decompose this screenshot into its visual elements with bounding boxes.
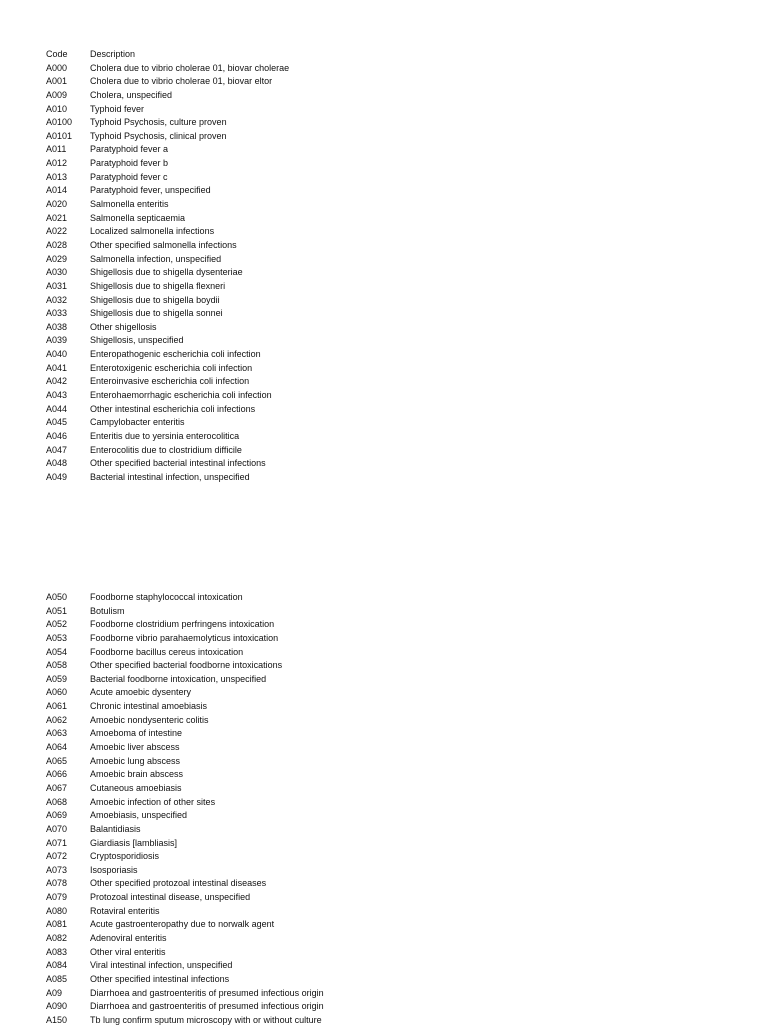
table-row [46,782,746,796]
description-cell: Diarrhoea and gastroenteritis of presumed infectious origin [90,1001,324,1012]
description-cell: Chronic intestinal amoebiasis [90,701,208,712]
description-cell: Adenoviral enteritis [90,933,167,944]
description-cell: Paratyphoid fever b [90,158,169,169]
table-row [46,877,746,891]
code-cell: A041 [46,362,68,373]
code-cell: A083 [46,946,68,957]
description-cell: Bacterial foodborne intoxication, unspecified [90,673,267,684]
table-row [46,116,746,130]
table-row [46,266,746,280]
table-row [46,348,746,362]
table-row [46,727,746,741]
description-cell: Cryptosporidiosis [90,851,160,862]
code-cell: A040 [46,349,68,360]
description-cell: Amoeboma of intestine [90,728,183,739]
code-cell: A150 [46,1014,68,1025]
description-cell: Tb lung confirm sputum microscopy with or without culture [90,1014,322,1025]
table-row [46,618,746,632]
code-cell: A073 [46,864,68,875]
description-cell: Amoebiasis, unspecified [90,810,188,821]
code-cell: A061 [46,701,68,712]
code-cell: A000 [46,62,68,73]
code-cell: A067 [46,782,68,793]
table-row [46,905,746,919]
description-cell: Typhoid Psychosis, clinical proven [90,130,227,141]
description-cell: Salmonella enteritis [90,199,169,210]
description-cell: Amoebic liver abscess [90,742,180,753]
code-cell: A080 [46,905,68,916]
description-cell: Enterohaemorrhagic escherichia coli infection [90,390,272,401]
code-cell: A044 [46,403,68,414]
description-cell: Amoebic lung abscess [90,755,181,766]
code-cell: A090 [46,1001,68,1012]
table-row [46,307,746,321]
code-cell: A031 [46,280,68,291]
table-row [46,225,746,239]
description-cell: Shigellosis, unspecified [90,335,184,346]
description-cell: Cutaneous amoebiasis [90,782,182,793]
code-cell: A030 [46,267,68,278]
description-cell: Localized salmonella infections [90,226,215,237]
table-row [46,632,746,646]
code-cell: A062 [46,714,68,725]
description-cell: Viral intestinal infection, unspecified [90,960,233,971]
description-cell: Cholera, unspecified [90,89,173,100]
table-row [46,171,746,185]
table-row [46,605,746,619]
description-cell: Salmonella infection, unspecified [90,253,222,264]
description-cell: Foodborne vibrio parahaemolyticus intoxication [90,632,279,643]
description-cell: Enterocolitis due to clostridium difficile [90,444,242,455]
code-cell: A010 [46,103,68,114]
description-cell: Acute gastroenteropathy due to norwalk agent [90,919,275,930]
code-cell: A071 [46,837,68,848]
table-row [46,430,746,444]
description-cell: Balantidiasis [90,823,141,834]
table-row [46,416,746,430]
table-row [46,850,746,864]
code-cell: A009 [46,89,68,100]
table-row [46,89,746,103]
code-cell: A014 [46,185,68,196]
table-row [46,714,746,728]
code-cell: A013 [46,171,68,182]
description-cell: Typhoid Psychosis, culture proven [90,117,227,128]
code-cell: A050 [46,592,68,602]
code-cell: A049 [46,471,68,482]
table-row [46,157,746,171]
description-cell: Amoebic brain abscess [90,769,184,780]
table-row [46,987,746,1001]
table-row [46,755,746,769]
code-cell: A048 [46,458,68,469]
code-cell: A020 [46,199,68,210]
table-row [46,62,746,76]
table-row [46,646,746,660]
table-row [46,809,746,823]
code-column-header: Code [46,49,68,59]
description-cell: Isosporiasis [90,864,138,875]
code-cell: A068 [46,796,68,807]
code-cell: A085 [46,973,68,984]
description-cell: Campylobacter enteritis [90,417,185,428]
description-cell: Foodborne bacillus cereus intoxication [90,646,244,657]
description-cell: Other shigellosis [90,321,157,332]
code-cell: A051 [46,605,68,616]
table-row [46,973,746,987]
table-row [46,1000,746,1014]
table-row [46,321,746,335]
code-cell: A052 [46,619,68,630]
code-cell: A033 [46,308,68,319]
table-row [46,686,746,700]
code-cell: A081 [46,919,68,930]
code-cell: A038 [46,321,68,332]
description-cell: Enteropathogenic escherichia coli infection [90,349,261,360]
description-cell: Shigellosis due to shigella flexneri [90,280,226,291]
description-cell: Enteritis due to yersinia enterocolitica [90,430,240,441]
table-row [46,403,746,417]
description-cell: Rotaviral enteritis [90,905,160,916]
description-cell: Cholera due to vibrio cholerae 01, biovar cholerae [90,62,290,73]
code-cell: A070 [46,823,68,834]
table-row [46,362,746,376]
description-cell: Enterotoxigenic escherichia coli infection [90,362,253,373]
description-cell: Other intestinal escherichia coli infections [90,403,256,414]
code-table-bottom [46,591,746,1028]
description-cell: Bacterial intestinal infection, unspecified [90,471,250,482]
code-cell: A063 [46,728,68,739]
description-cell: Paratyphoid fever a [90,144,169,155]
table-row [46,444,746,458]
code-cell: A0100 [46,117,73,128]
description-cell: Paratyphoid fever c [90,171,168,182]
description-cell: Cholera due to vibrio cholerae 01, biovar eltor [90,76,273,87]
table-row [46,130,746,144]
description-cell: Diarrhoea and gastroenteritis of presumed infectious origin [90,987,324,998]
table-row [46,103,746,117]
code-cell: A09 [46,987,63,998]
table-row [46,700,746,714]
table-row [46,280,746,294]
code-cell: A011 [46,144,67,155]
table-row [46,389,746,403]
table-row [46,959,746,973]
table-row [46,918,746,932]
description-cell: Other specified intestinal infections [90,973,230,984]
description-cell: Foodborne clostridium perfringens intoxication [90,619,275,630]
code-cell: A029 [46,253,68,264]
code-cell: A032 [46,294,68,305]
table-row [46,659,746,673]
table-row [46,891,746,905]
code-cell: A078 [46,878,68,889]
table-row [46,673,746,687]
code-cell: A001 [46,76,68,87]
description-cell: Salmonella septicaemia [90,212,186,223]
description-cell: Enteroinvasive escherichia coli infection [90,376,250,387]
code-cell: A028 [46,239,68,250]
code-cell: A043 [46,390,68,401]
code-cell: A042 [46,376,68,387]
table-row [46,294,746,308]
code-cell: A053 [46,632,68,643]
table-row [46,796,746,810]
description-cell: Shigellosis due to shigella boydii [90,294,220,305]
code-cell: A064 [46,742,68,753]
table-header-row [46,48,746,62]
table-row [46,823,746,837]
table-row [46,375,746,389]
description-cell: Other specified protozoal intestinal diseases [90,878,267,889]
table-row [46,864,746,878]
code-cell: A022 [46,226,68,237]
code-cell: A047 [46,444,68,455]
description-cell: Amoebic nondysenteric colitis [90,714,209,725]
table-row [46,253,746,267]
code-cell: A045 [46,417,68,428]
code-cell: A072 [46,851,68,862]
code-cell: A0101 [46,130,73,141]
table-row [46,591,746,605]
table-row [46,946,746,960]
table-row [46,837,746,851]
description-cell: Other specified salmonella infections [90,239,237,250]
description-cell: Foodborne staphylococcal intoxication [90,592,243,602]
code-cell: A039 [46,335,68,346]
table-row [46,198,746,212]
description-cell: Shigellosis due to shigella sonnei [90,308,223,319]
description-cell: Giardiasis [lambliasis] [90,837,178,848]
code-cell: A065 [46,755,68,766]
code-cell: A084 [46,960,68,971]
description-cell: Shigellosis due to shigella dysenteriae [90,267,243,278]
table-row [46,212,746,226]
table-row [46,75,746,89]
table-row [46,768,746,782]
code-cell: A021 [46,212,68,223]
code-table-top [46,48,746,485]
table-row [46,184,746,198]
description-column-header: Description [90,49,136,59]
description-cell: Protozoal intestinal disease, unspecified [90,892,251,903]
code-cell: A059 [46,673,68,684]
code-cell: A079 [46,892,68,903]
code-cell: A082 [46,933,68,944]
table-row [46,143,746,157]
code-cell: A054 [46,646,68,657]
code-cell: A066 [46,769,68,780]
description-cell: Acute amoebic dysentery [90,687,192,698]
code-cell: A058 [46,660,68,671]
description-cell: Paratyphoid fever, unspecified [90,185,211,196]
table-row [46,471,746,485]
description-cell: Other viral enteritis [90,946,166,957]
table-row [46,932,746,946]
table-row [46,741,746,755]
code-cell: A069 [46,810,68,821]
description-cell: Amoebic infection of other sites [90,796,216,807]
code-cell: A012 [46,158,68,169]
table-row [46,334,746,348]
description-cell: Botulism [90,605,125,616]
code-cell: A060 [46,687,68,698]
description-cell: Typhoid fever [90,103,145,114]
table-row [46,239,746,253]
code-cell: A046 [46,430,68,441]
table-row [46,1014,746,1028]
table-row [46,457,746,471]
description-cell: Other specified bacterial foodborne intoxications [90,660,283,671]
description-cell: Other specified bacterial intestinal infections [90,458,266,469]
